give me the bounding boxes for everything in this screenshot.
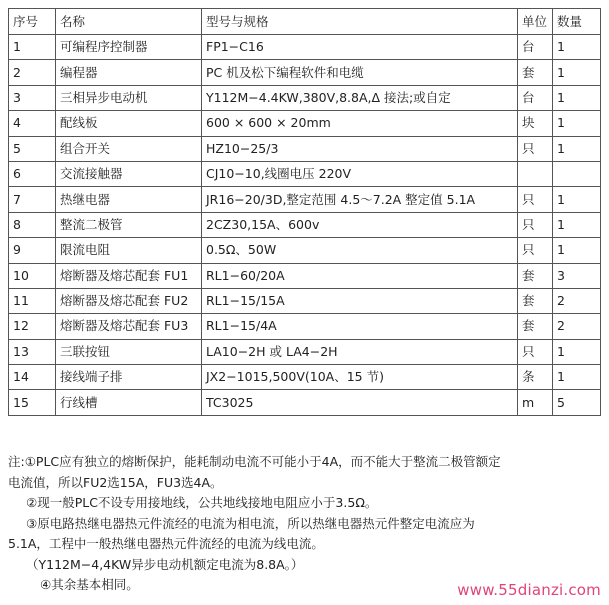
cell-qty <box>553 161 601 186</box>
cell-name: 熔断器及熔芯配套 FU2 <box>56 288 202 313</box>
cell-unit: 套 <box>518 314 553 339</box>
cell-spec: 600 × 600 × 20mm <box>202 111 518 136</box>
cell-unit: 套 <box>518 263 553 288</box>
cell-name: 行线槽 <box>56 390 202 415</box>
cell-qty: 2 <box>553 288 601 313</box>
cell-qty: 1 <box>553 339 601 364</box>
header-spec: 型号与规格 <box>202 9 518 35</box>
table-row <box>9 187 601 212</box>
cell-unit: 台 <box>518 35 553 60</box>
cell-spec: PC 机及松下编程软件和电缆 <box>202 60 518 85</box>
cell-qty: 1 <box>553 365 601 390</box>
cell-qty: 3 <box>553 263 601 288</box>
cell-name: 接线端子排 <box>56 365 202 390</box>
cell-name: 熔断器及熔芯配套 FU3 <box>56 314 202 339</box>
cell-name: 组合开关 <box>56 136 202 161</box>
cell-no: 9 <box>9 238 56 263</box>
header-qty: 数量 <box>553 9 601 35</box>
cell-spec: JX2−1015,500V(10A、15 节) <box>202 365 518 390</box>
table-row <box>9 390 601 415</box>
cell-no: 4 <box>9 111 56 136</box>
header-name: 名称 <box>56 9 202 35</box>
table-body <box>9 35 601 416</box>
cell-no: 3 <box>9 85 56 110</box>
cell-no: 6 <box>9 161 56 186</box>
cell-name: 热继电器 <box>56 187 202 212</box>
cell-spec: LA10−2H 或 LA4−2H <box>202 339 518 364</box>
cell-unit: 只 <box>518 212 553 237</box>
cell-spec: HZ10−25/3 <box>202 136 518 161</box>
table-row <box>9 136 601 161</box>
cell-qty: 1 <box>553 238 601 263</box>
table-header-row <box>9 9 601 35</box>
cell-no: 13 <box>9 339 56 364</box>
cell-qty: 5 <box>553 390 601 415</box>
cell-unit: 条 <box>518 365 553 390</box>
table-row <box>9 212 601 237</box>
cell-unit: 套 <box>518 60 553 85</box>
cell-name: 熔断器及熔芯配套 FU1 <box>56 263 202 288</box>
cell-name: 三相异步电动机 <box>56 85 202 110</box>
cell-qty: 1 <box>553 136 601 161</box>
cell-no: 7 <box>9 187 56 212</box>
cell-spec: RL1−15/4A <box>202 314 518 339</box>
notes-section <box>8 452 604 596</box>
note-line: 注:①PLC应有独立的熔断保护，能耗制动电流不可能小于4A，而不能大于整流二极管额定 <box>8 454 501 469</box>
note-line: 电流值，所以FU2选15A，FU3选4A。 <box>8 474 223 490</box>
table-row <box>9 161 601 186</box>
table-row <box>9 288 601 313</box>
note-line: ④其余基本相同。 <box>40 577 139 592</box>
note-line: ③原电路热继电器热元件流经的电流为相电流，所以热继电器热元件整定电流应为 <box>26 515 475 531</box>
cell-qty: 1 <box>553 111 601 136</box>
cell-qty: 1 <box>553 60 601 85</box>
cell-no: 5 <box>9 136 56 161</box>
table-row <box>9 111 601 136</box>
cell-name: 编程器 <box>56 60 202 85</box>
cell-name: 整流二极管 <box>56 212 202 237</box>
table-row <box>9 85 601 110</box>
cell-spec: 2CZ30,15A、600v <box>202 212 518 237</box>
cell-unit: 只 <box>518 339 553 364</box>
cell-no: 8 <box>9 212 56 237</box>
cell-spec: Y112M−4.4KW,380V,8.8A,Δ 接法;或自定 <box>202 85 518 110</box>
note-line: 5.1A，工程中一般热继电器热元件流经的电流为线电流。 <box>8 536 324 551</box>
cell-qty: 1 <box>553 35 601 60</box>
table-row <box>9 314 601 339</box>
equipment-list-table <box>8 8 601 416</box>
table-row <box>9 238 601 263</box>
table-row <box>9 365 601 390</box>
cell-spec: 0.5Ω、50W <box>202 238 518 263</box>
cell-unit <box>518 161 553 186</box>
table-row <box>9 263 601 288</box>
cell-name: 配线板 <box>56 111 202 136</box>
cell-no: 15 <box>9 390 56 415</box>
cell-spec: FP1−C16 <box>202 35 518 60</box>
cell-qty: 2 <box>553 314 601 339</box>
cell-spec: TC3025 <box>202 390 518 415</box>
cell-unit: 只 <box>518 136 553 161</box>
table-row <box>9 339 601 364</box>
watermark: www.55dianzi.com <box>457 581 601 599</box>
cell-no: 2 <box>9 60 56 85</box>
table-row <box>9 60 601 85</box>
cell-name: 可编程序控制器 <box>56 35 202 60</box>
cell-no: 14 <box>9 365 56 390</box>
cell-qty: 1 <box>553 212 601 237</box>
note-line: （Y112M−4,4KW异步电动机额定电流为8.8A。） <box>26 556 304 572</box>
cell-name: 交流接触器 <box>56 161 202 186</box>
cell-qty: 1 <box>553 85 601 110</box>
cell-name: 限流电阻 <box>56 238 202 263</box>
cell-unit: 只 <box>518 187 553 212</box>
cell-spec: RL1−60/20A <box>202 263 518 288</box>
cell-unit: 只 <box>518 238 553 263</box>
table-row <box>9 35 601 60</box>
cell-name: 三联按钮 <box>56 339 202 364</box>
header-unit: 单位 <box>518 9 553 35</box>
cell-no: 1 <box>9 35 56 60</box>
cell-unit: 套 <box>518 288 553 313</box>
cell-spec: RL1−15/15A <box>202 288 518 313</box>
note-line: ②现一般PLC不设专用接地线，公共地线接地电阻应小于3.5Ω。 <box>26 495 378 510</box>
cell-spec: JR16−20/3D,整定范围 4.5～7.2A 整定值 5.1A <box>202 187 518 212</box>
cell-no: 12 <box>9 314 56 339</box>
cell-no: 10 <box>9 263 56 288</box>
cell-no: 11 <box>9 288 56 313</box>
cell-spec: CJ10−10,线圈电压 220V <box>202 161 518 186</box>
cell-unit: 台 <box>518 85 553 110</box>
cell-unit: m <box>518 390 553 415</box>
cell-unit: 块 <box>518 111 553 136</box>
cell-qty: 1 <box>553 187 601 212</box>
header-no: 序号 <box>9 9 56 35</box>
